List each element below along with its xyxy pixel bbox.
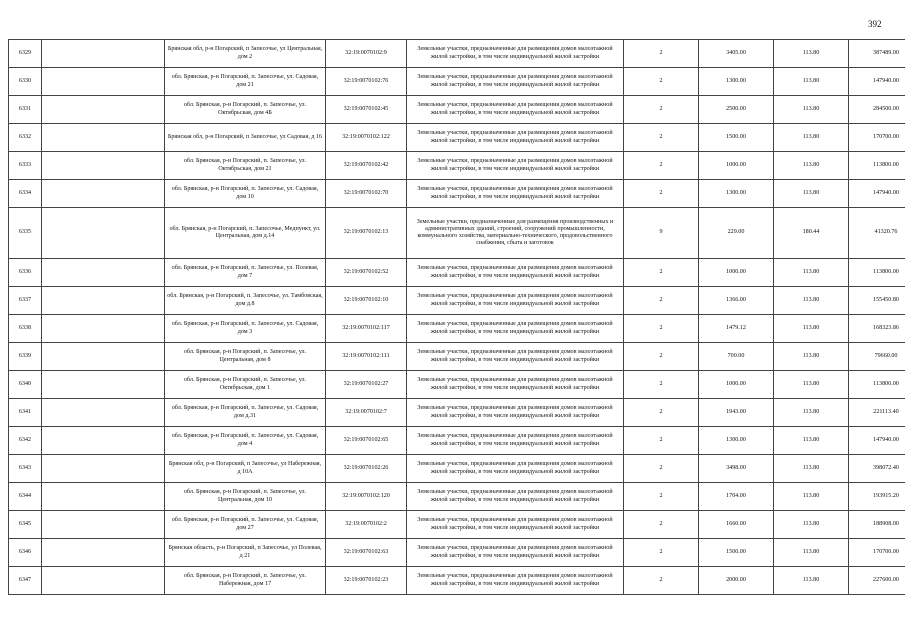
spacer-cell xyxy=(42,208,165,259)
cadastral-value-cell: 168323.86 xyxy=(849,315,905,343)
cadastral-number-cell: 32:19:0070102:117 xyxy=(326,315,407,343)
rate-cell: 113.80 xyxy=(774,483,849,511)
row-number-cell: 6344 xyxy=(9,483,42,511)
cadastral-value-cell: 170700.00 xyxy=(849,539,905,567)
area-cell: 2500.00 xyxy=(699,96,774,124)
cadastral-number-cell: 32:19:0070102:120 xyxy=(326,483,407,511)
area-cell: 1000.00 xyxy=(699,152,774,180)
table-row xyxy=(9,371,905,399)
spacer-cell xyxy=(42,427,165,455)
category-cell: 2 xyxy=(624,427,699,455)
permitted-use-cell: Земельные участки, предназначенные для размещения домов малоэтажной жилой застройки, в том числе индивидуальной жилой застройки xyxy=(407,287,624,315)
category-cell: 2 xyxy=(624,343,699,371)
area-cell: 2000.00 xyxy=(699,567,774,595)
cadastral-value-cell: 147940.00 xyxy=(849,68,905,96)
address-cell: обл. Брянская, р-н Погарский, п. Запесочье, ул. Октябрьская, дом 1 xyxy=(165,371,326,399)
cadastral-number-cell: 32:19:0070102:122 xyxy=(326,124,407,152)
table-body xyxy=(9,40,905,595)
category-cell: 2 xyxy=(624,511,699,539)
cadastral-number-cell: 32:19:0070102:111 xyxy=(326,343,407,371)
permitted-use-cell: Земельные участки, предназначенные для размещения домов малоэтажной жилой застройки, в том числе индивидуальной жилой застройки xyxy=(407,315,624,343)
spacer-cell xyxy=(42,483,165,511)
cadastral-number-cell: 32:19:0070102:42 xyxy=(326,152,407,180)
table-row xyxy=(9,399,905,427)
area-cell: 1000.00 xyxy=(699,371,774,399)
spacer-cell xyxy=(42,567,165,595)
spacer-cell xyxy=(42,96,165,124)
category-cell: 2 xyxy=(624,483,699,511)
area-cell: 1704.00 xyxy=(699,483,774,511)
cadastral-value-cell: 41320.76 xyxy=(849,208,905,259)
spacer-cell xyxy=(42,315,165,343)
table-row xyxy=(9,124,905,152)
category-cell: 2 xyxy=(624,96,699,124)
address-cell: обл. Брянская, р-н Погарский, п. Запесочье, ул. Садовая, дом 27 xyxy=(165,511,326,539)
spacer-cell xyxy=(42,124,165,152)
rate-cell: 113.80 xyxy=(774,287,849,315)
row-number-cell: 6336 xyxy=(9,259,42,287)
spacer-cell xyxy=(42,68,165,96)
permitted-use-cell: Земельные участки, предназначенные для размещения домов малоэтажной жилой застройки, в том числе индивидуальной жилой застройки xyxy=(407,483,624,511)
table-row xyxy=(9,455,905,483)
category-cell: 2 xyxy=(624,455,699,483)
cadastral-value-cell: 113800.00 xyxy=(849,152,905,180)
category-cell: 2 xyxy=(624,68,699,96)
cadastral-number-cell: 32:19:0070102:52 xyxy=(326,259,407,287)
spacer-cell xyxy=(42,287,165,315)
table-row xyxy=(9,259,905,287)
spacer-cell xyxy=(42,343,165,371)
permitted-use-cell: Земельные участки, предназначенные для размещения домов малоэтажной жилой застройки, в том числе индивидуальной жилой застройки xyxy=(407,371,624,399)
category-cell: 2 xyxy=(624,315,699,343)
cadastral-value-cell: 221113.40 xyxy=(849,399,905,427)
area-cell: 1479.12 xyxy=(699,315,774,343)
category-cell: 9 xyxy=(624,208,699,259)
table-row xyxy=(9,343,905,371)
spacer-cell xyxy=(42,180,165,208)
spacer-cell xyxy=(42,399,165,427)
cadastral-number-cell: 32:19:0070102:23 xyxy=(326,567,407,595)
row-number-cell: 6331 xyxy=(9,96,42,124)
table-row xyxy=(9,427,905,455)
area-cell: 1000.00 xyxy=(699,259,774,287)
area-cell: 1300.00 xyxy=(699,180,774,208)
row-number-cell: 6329 xyxy=(9,40,42,68)
cadastral-value-cell: 188908.00 xyxy=(849,511,905,539)
area-cell: 3498.00 xyxy=(699,455,774,483)
cadastral-value-cell: 398072.40 xyxy=(849,455,905,483)
cadastral-number-cell: 32:19:0070102:76 xyxy=(326,68,407,96)
rate-cell: 113.80 xyxy=(774,455,849,483)
address-cell: обл. Брянская, р-н Погарский, п. Запесочье, ул. Тамбовская, дом д.8 xyxy=(165,287,326,315)
rate-cell: 113.80 xyxy=(774,427,849,455)
cadastral-value-cell: 147940.00 xyxy=(849,180,905,208)
area-cell: 229.00 xyxy=(699,208,774,259)
table-row xyxy=(9,539,905,567)
permitted-use-cell: Земельные участки, предназначенные для размещения домов малоэтажной жилой застройки, в том числе индивидуальной жилой застройки xyxy=(407,539,624,567)
page-number: 392 xyxy=(868,19,882,29)
rate-cell: 180.44 xyxy=(774,208,849,259)
spacer-cell xyxy=(42,371,165,399)
permitted-use-cell: Земельные участки, предназначенные для размещения домов малоэтажной жилой застройки, в том числе индивидуальной жилой застройки xyxy=(407,343,624,371)
rate-cell: 113.80 xyxy=(774,259,849,287)
spacer-cell xyxy=(42,455,165,483)
spacer-cell xyxy=(42,152,165,180)
cadastral-value-cell: 113800.00 xyxy=(849,259,905,287)
area-cell: 1366.00 xyxy=(699,287,774,315)
category-cell: 2 xyxy=(624,124,699,152)
rate-cell: 113.80 xyxy=(774,371,849,399)
permitted-use-cell: Земельные участки, предназначенные для размещения домов малоэтажной жилой застройки, в том числе индивидуальной жилой застройки xyxy=(407,567,624,595)
rate-cell: 113.80 xyxy=(774,180,849,208)
address-cell: обл. Брянская, р-н Погарский, п. Запесочье, Медпункт, ул. Центральная, дом д.14 xyxy=(165,208,326,259)
category-cell: 2 xyxy=(624,287,699,315)
rate-cell: 113.80 xyxy=(774,315,849,343)
area-cell: 1300.00 xyxy=(699,68,774,96)
cadastral-number-cell: 32:19:0070102:9 xyxy=(326,40,407,68)
address-cell: обл. Брянская, р-н Погарский, п. Запесочье, ул. Полевая, дом 7 xyxy=(165,259,326,287)
category-cell: 2 xyxy=(624,399,699,427)
table-row xyxy=(9,152,905,180)
table-row xyxy=(9,511,905,539)
cadastral-value-cell: 227600.00 xyxy=(849,567,905,595)
address-cell: обл. Брянская, р-н Погарский, п. Запесочье, ул. Садовая, дом 10 xyxy=(165,180,326,208)
address-cell: обл. Брянская, р-н Погарский, п. Запесочье, ул. Октябрьская, дом 4Б xyxy=(165,96,326,124)
permitted-use-cell: Земельные участки, предназначенные для размещения домов малоэтажной жилой застройки, в том числе индивидуальной жилой застройки xyxy=(407,96,624,124)
table-row xyxy=(9,40,905,68)
rate-cell: 113.80 xyxy=(774,539,849,567)
row-number-cell: 6346 xyxy=(9,539,42,567)
permitted-use-cell: Земельные участки, предназначенные для размещения домов малоэтажной жилой застройки, в том числе индивидуальной жилой застройки xyxy=(407,68,624,96)
permitted-use-cell: Земельные участки, предназначенные для размещения домов малоэтажной жилой застройки, в том числе индивидуальной жилой застройки xyxy=(407,399,624,427)
cadastral-number-cell: 32:19:0070102:26 xyxy=(326,455,407,483)
cadastral-number-cell: 32:19:0070102:65 xyxy=(326,427,407,455)
row-number-cell: 6337 xyxy=(9,287,42,315)
row-number-cell: 6339 xyxy=(9,343,42,371)
category-cell: 2 xyxy=(624,371,699,399)
spacer-cell xyxy=(42,511,165,539)
cadastral-number-cell: 32:19:0070102:10 xyxy=(326,287,407,315)
permitted-use-cell: Земельные участки, предназначенные для размещения производственных и административных зданий, строений, сооружений промышленности, коммунального хозяйства, материально-технического, продовольственного снабжения, сбыта и заготовок xyxy=(407,208,624,259)
permitted-use-cell: Земельные участки, предназначенные для размещения домов малоэтажной жилой застройки, в том числе индивидуальной жилой застройки xyxy=(407,455,624,483)
row-number-cell: 6345 xyxy=(9,511,42,539)
table-row xyxy=(9,68,905,96)
address-cell: обл. Брянская, р-н Погарский, п. Запесочье, ул. Садовая, дом д.31 xyxy=(165,399,326,427)
row-number-cell: 6341 xyxy=(9,399,42,427)
rate-cell: 113.80 xyxy=(774,511,849,539)
area-cell: 1500.00 xyxy=(699,124,774,152)
row-number-cell: 6330 xyxy=(9,68,42,96)
rate-cell: 113.80 xyxy=(774,152,849,180)
rate-cell: 113.80 xyxy=(774,399,849,427)
address-cell: обл. Брянская, р-н Погарский, п. Запесочье, ул. Центральная, дом 8 xyxy=(165,343,326,371)
rate-cell: 113.80 xyxy=(774,40,849,68)
cadastral-number-cell: 32:19:0070102:70 xyxy=(326,180,407,208)
address-cell: обл. Брянская, р-н Погарский, п. Запесочье, ул. Садовая, дом 4 xyxy=(165,427,326,455)
spacer-cell xyxy=(42,259,165,287)
row-number-cell: 6343 xyxy=(9,455,42,483)
area-cell: 1500.00 xyxy=(699,539,774,567)
spacer-cell xyxy=(42,40,165,68)
table-row xyxy=(9,483,905,511)
cadastral-value-cell: 170700.00 xyxy=(849,124,905,152)
permitted-use-cell: Земельные участки, предназначенные для размещения домов малоэтажной жилой застройки, в том числе индивидуальной жилой застройки xyxy=(407,124,624,152)
cadastral-value-cell: 387489.00 xyxy=(849,40,905,68)
spacer-cell xyxy=(42,539,165,567)
rate-cell: 113.80 xyxy=(774,567,849,595)
cadastral-value-cell: 113800.00 xyxy=(849,371,905,399)
row-number-cell: 6347 xyxy=(9,567,42,595)
address-cell: Брянская область, р-н Погарский, п Запесочье, ул Полевая, д 21 xyxy=(165,539,326,567)
permitted-use-cell: Земельные участки, предназначенные для размещения домов малоэтажной жилой застройки, в том числе индивидуальной жилой застройки xyxy=(407,40,624,68)
cadastral-number-cell: 32:19:0070102:27 xyxy=(326,371,407,399)
category-cell: 2 xyxy=(624,259,699,287)
row-number-cell: 6332 xyxy=(9,124,42,152)
cadastral-number-cell: 32:19:0070102:45 xyxy=(326,96,407,124)
cadastral-number-cell: 32:19:0070102:7 xyxy=(326,399,407,427)
rate-cell: 113.80 xyxy=(774,124,849,152)
table-row xyxy=(9,315,905,343)
category-cell: 2 xyxy=(624,539,699,567)
cadastral-number-cell: 32:19:0070102:63 xyxy=(326,539,407,567)
table-row xyxy=(9,287,905,315)
address-cell: обл. Брянская, р-н Погарский, п. Запесочье, ул. Центральная, дом 10 xyxy=(165,483,326,511)
row-number-cell: 6333 xyxy=(9,152,42,180)
cadastral-value-cell: 155450.80 xyxy=(849,287,905,315)
address-cell: обл. Брянская, р-н Погарский, п. Запесочье, ул. Садовая, дом 3 xyxy=(165,315,326,343)
table-row xyxy=(9,180,905,208)
row-number-cell: 6334 xyxy=(9,180,42,208)
rate-cell: 113.80 xyxy=(774,96,849,124)
address-cell: Брянская обл, р-н Погарский, п Зaпесочье, ул Центральная, дом 2 xyxy=(165,40,326,68)
rate-cell: 113.80 xyxy=(774,343,849,371)
area-cell: 1300.00 xyxy=(699,427,774,455)
cadastral-value-cell: 147940.00 xyxy=(849,427,905,455)
area-cell: 3405.00 xyxy=(699,40,774,68)
area-cell: 1943.00 xyxy=(699,399,774,427)
cadastral-value-cell: 193915.20 xyxy=(849,483,905,511)
area-cell: 700.00 xyxy=(699,343,774,371)
table-row xyxy=(9,208,905,259)
category-cell: 2 xyxy=(624,40,699,68)
table-row xyxy=(9,96,905,124)
category-cell: 2 xyxy=(624,567,699,595)
rate-cell: 113.80 xyxy=(774,68,849,96)
row-number-cell: 6340 xyxy=(9,371,42,399)
address-cell: обл. Брянская, р-н Погарский, п. Запесочье, ул. Набережная, дом 17 xyxy=(165,567,326,595)
address-cell: обл. Брянская, р-н Погарский, п. Запесочье, ул. Садовая, дом 21 xyxy=(165,68,326,96)
permitted-use-cell: Земельные участки, предназначенные для размещения домов малоэтажной жилой застройки, в том числе индивидуальной жилой застройки xyxy=(407,259,624,287)
category-cell: 2 xyxy=(624,152,699,180)
address-cell: Брянская обл, р-н Погарский, п Запесочье, ул Садовая, д 16 xyxy=(165,124,326,152)
cadastral-number-cell: 32:19:0070102:13 xyxy=(326,208,407,259)
cadastral-value-cell: 284500.00 xyxy=(849,96,905,124)
cadastral-number-cell: 32:19:0070102:2 xyxy=(326,511,407,539)
permitted-use-cell: Земельные участки, предназначенные для размещения домов малоэтажной жилой застройки, в том числе индивидуальной жилой застройки xyxy=(407,180,624,208)
address-cell: обл. Брянская, р-н Погарский, п. Запесочье, ул. Октябрьская, дом 21 xyxy=(165,152,326,180)
permitted-use-cell: Земельные участки, предназначенные для размещения домов малоэтажной жилой застройки, в том числе индивидуальной жилой застройки xyxy=(407,152,624,180)
cadastral-value-cell: 79660.00 xyxy=(849,343,905,371)
address-cell: Брянская обл, р-н Погарский, п Запесочье, ул Набережная, д 10А xyxy=(165,455,326,483)
permitted-use-cell: Земельные участки, предназначенные для размещения домов малоэтажной жилой застройки, в том числе индивидуальной жилой застройки xyxy=(407,427,624,455)
permitted-use-cell: Земельные участки, предназначенные для размещения домов малоэтажной жилой застройки, в том числе индивидуальной жилой застройки xyxy=(407,511,624,539)
row-number-cell: 6338 xyxy=(9,315,42,343)
table-row xyxy=(9,567,905,595)
category-cell: 2 xyxy=(624,180,699,208)
row-number-cell: 6335 xyxy=(9,208,42,259)
area-cell: 1660.00 xyxy=(699,511,774,539)
row-number-cell: 6342 xyxy=(9,427,42,455)
land-registry-table xyxy=(8,39,905,595)
